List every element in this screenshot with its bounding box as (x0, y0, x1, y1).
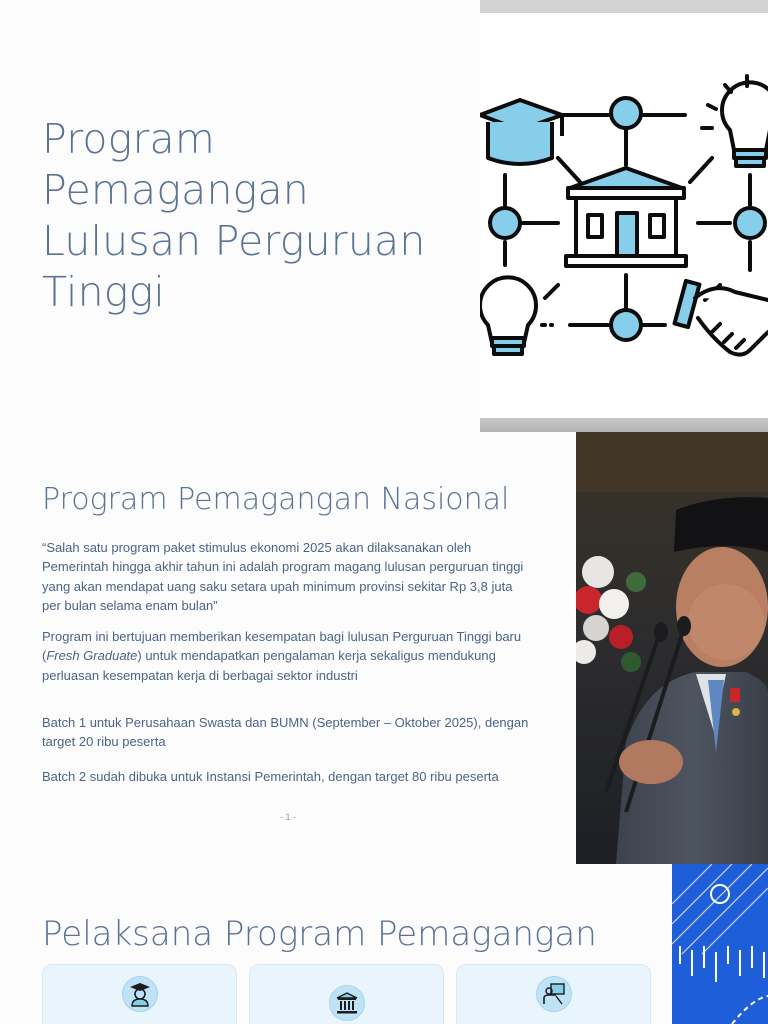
network-illustration (480, 0, 768, 432)
fresh-graduate-term: Fresh Graduate (46, 648, 138, 664)
stimulus-quote: “Salah satu program paket stimulus ekonomi 2025 akan dilaksanakan oleh Pemerintah hingga akhir tahun ini adalah program magang lulusan perguruan tinggi yang akan mendapat uang saku setara upah minimum provinsi sekitar Rp 3,8 juta per bulan selama enam bulan” (42, 540, 524, 613)
network-diagram-icon (480, 70, 768, 370)
circuit-pattern-icon (672, 864, 768, 1024)
image-bottom-border (480, 418, 768, 432)
image-top-border (480, 0, 768, 13)
implementer-card (42, 964, 237, 1024)
batch2-text: Batch 2 sudah dibuka untuk Instansi Pemerintah, dengan target 80 ribu peserta (42, 769, 499, 784)
purpose-text-start: Program ini bertujuan memberikan kesempatan bagi lulusan Perguruan Tinggi baru ( (42, 629, 522, 664)
implementer-card (249, 964, 444, 1024)
program-purpose-text (42, 627, 532, 685)
slide-implementers (0, 864, 768, 1024)
government-building-icon (329, 985, 365, 1021)
circuit-decoration (672, 864, 768, 1024)
speaker-photo-image (576, 432, 768, 864)
speaker-photo (576, 432, 768, 864)
graduate-icon (122, 976, 158, 1012)
implementer-card (456, 964, 651, 1024)
batch1-text: Batch 1 untuk Perusahaan Swasta dan BUMN (September – Oktober 2025), dengan target 20 ribu peserta (42, 715, 529, 750)
purpose-text-end: ) untuk mendapatkan pengalaman kerja sekaligus mendukung perluasan kesempatan kerja di berbagai sektor industri (42, 648, 496, 683)
page-number: - 1 - (279, 812, 296, 822)
slide-title (0, 0, 768, 432)
national-program-heading: Program Pemagangan Nasional (42, 482, 510, 517)
implementers-heading: Pelaksana Program Pemagangan (42, 914, 597, 954)
slide-title-heading: Program Pemagangan Lulusan Perguruan Tinggi (42, 115, 426, 316)
slide-national-program (0, 432, 768, 864)
presenter-icon (536, 976, 572, 1012)
